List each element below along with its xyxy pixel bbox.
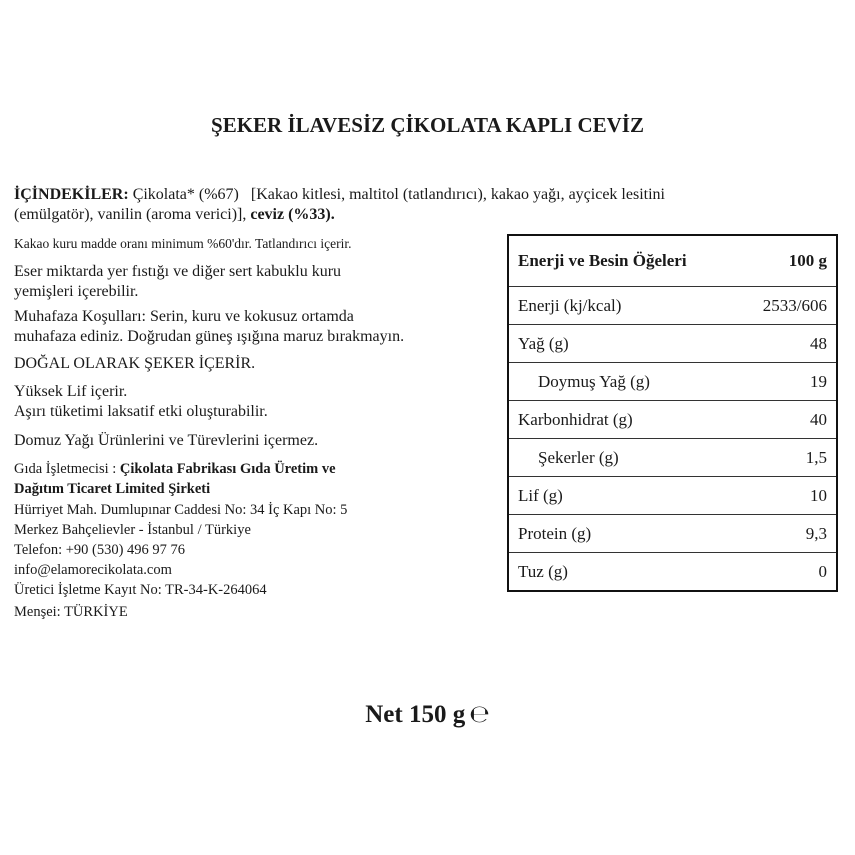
allergen-note-line-1: Eser miktarda yer fıstığı ve diğer sert kabuklu kuru (14, 263, 342, 280)
nutrition-header-label: Enerji ve Besin Öğeleri (518, 251, 687, 270)
nutrient-label: Yağ (g) (508, 325, 736, 363)
nutrient-label: Lif (g) (508, 477, 736, 515)
email: info@elamorecikolata.com (14, 562, 172, 578)
nutrient-label: Karbonhidrat (g) (508, 401, 736, 439)
nutrition-header-value: 100 g (788, 251, 827, 270)
origin: Menşei: TÜRKİYE (14, 604, 128, 620)
cocoa-note: Kakao kuru madde oranı minimum %60'dır. Tatlandırıcı içerir. (14, 236, 352, 251)
nutrient-value: 48 (736, 325, 838, 363)
nutrient-value: 10 (736, 477, 838, 515)
fiber-note: Yüksek Lif içerir. (14, 383, 128, 400)
nutrient-value: 9,3 (736, 515, 838, 553)
nutrition-row (508, 439, 837, 477)
nutrition-row (508, 363, 837, 401)
net-weight-label: Net 150 g (365, 701, 466, 728)
nutrient-label: Protein (g) (508, 515, 736, 553)
nutrition-row (508, 515, 837, 553)
nutrient-value: 40 (736, 401, 838, 439)
address-line-2: Merkez Bahçelievler - İstanbul / Türkiye (14, 522, 251, 538)
nutrition-header (508, 235, 837, 287)
ingredients-line-1: İÇİNDEKİLER: Çikolata* (%67) [Kakao kitlesi, maltitol (tatlandırıcı), kakao yağı, ayçicek lesitini (14, 186, 665, 203)
allergen-note-line-2: yemişleri içerebilir. (14, 283, 139, 300)
ingredients-line-2: (emülgatör), vanilin (aroma verici)], ceviz (%33). (14, 206, 335, 223)
phone: Telefon: +90 (530) 496 97 76 (14, 542, 186, 558)
registration-number: Üretici İşletme Kayıt No: TR-34-K-264064 (14, 582, 267, 598)
product-title: ŞEKER İLAVESİZ ÇİKOLATA KAPLI CEVİZ (211, 113, 644, 137)
company-line-1 (14, 461, 336, 478)
natural-sugar-note: DOĞAL OLARAK ŞEKER İÇERİR. (14, 355, 256, 372)
nutrition-row (508, 553, 837, 592)
nutrient-value: 0 (736, 553, 838, 592)
pork-free-note: Domuz Yağı Ürünlerini ve Türevlerini içermez. (14, 432, 319, 449)
laxative-note: Aşırı tüketimi laksatif etki oluşturabilir. (14, 403, 268, 420)
nutrient-value: 19 (736, 363, 838, 401)
storage-note-line-1: Muhafaza Koşulları: Serin, kuru ve kokusuz ortamda (14, 308, 354, 325)
nutrient-value: 2533/606 (736, 287, 838, 325)
nutrient-label: Tuz (g) (508, 553, 736, 592)
nutrition-row (508, 477, 837, 515)
nutrient-value: 1,5 (736, 439, 838, 477)
walnut-percentage: ceviz (%33). (250, 206, 335, 223)
ingredients (14, 185, 665, 225)
nutrient-label: Şekerler (g) (508, 439, 736, 477)
ingredients-label: İÇİNDEKİLER: (14, 186, 129, 203)
nutrition-row (508, 325, 837, 363)
nutrition-table (507, 234, 838, 592)
net-weight (0, 700, 855, 729)
nutrition-row (508, 287, 837, 325)
estimated-sign-icon: ℮ (469, 700, 490, 728)
company-label: Gıda İşletmecisi : (14, 461, 120, 477)
company-name-1: Çikolata Fabrikası Gıda Üretim ve (119, 461, 336, 477)
nutrition-row (508, 401, 837, 439)
storage-note-line-2: muhafaza ediniz. Doğrudan güneş ışığına maruz bırakmayın. (14, 328, 405, 345)
company-name-2: Dağıtım Ticaret Limited Şirketi (14, 481, 211, 497)
address-line-1: Hürriyet Mah. Dumlupınar Caddesi No: 34 İç Kapı No: 5 (14, 502, 348, 518)
nutrient-label: Doymuş Yağ (g) (508, 363, 736, 401)
nutrient-label: Enerji (kj/kcal) (508, 287, 736, 325)
